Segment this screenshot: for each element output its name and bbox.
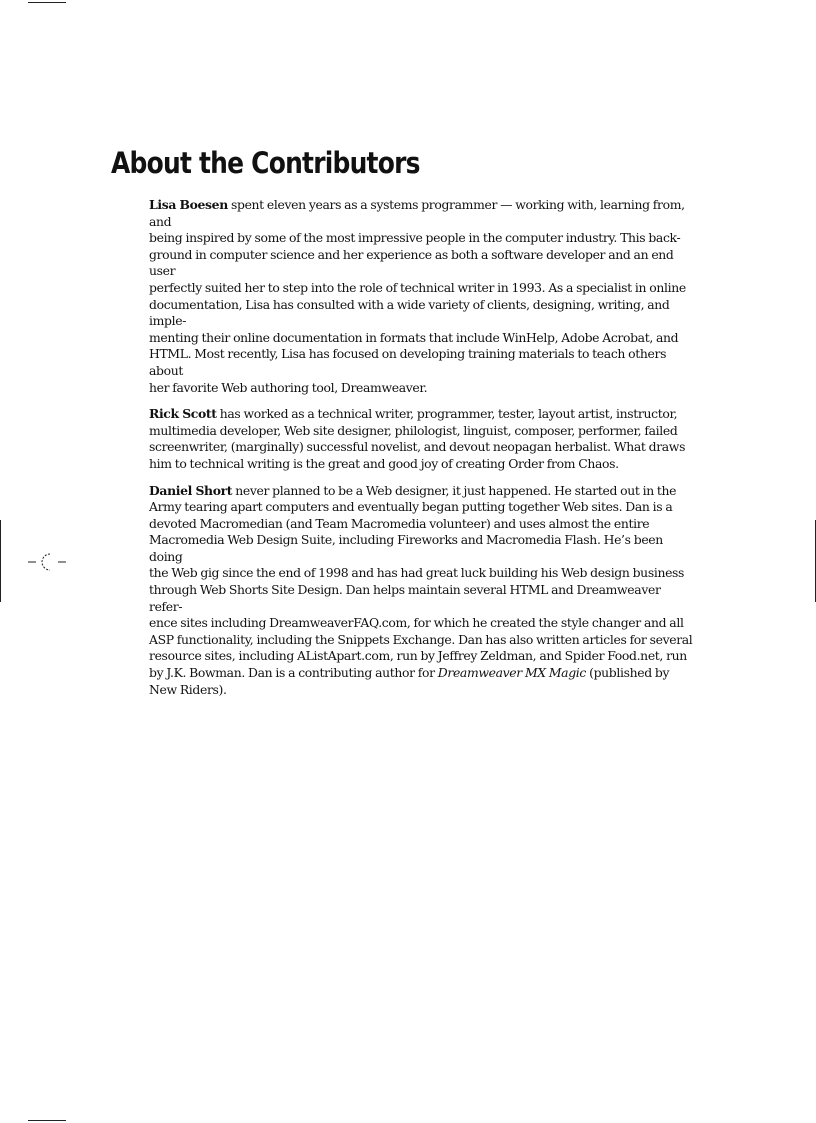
bio-line: ASP functionality, including the Snippets Exchange. Dan has also written articles for several xyxy=(149,631,693,647)
bio-line: multimedia developer, Web site designer, philologist, linguist, composer, performer, failed xyxy=(149,422,678,438)
bio-line: never planned to be a Web designer, it just happened. He started out in the xyxy=(232,482,677,498)
bio-rick-scott xyxy=(149,406,694,472)
bio-line: HTML. Most recently, Lisa has focused on developing training materials to teach others about xyxy=(149,346,667,378)
bio-daniel-short xyxy=(149,483,694,699)
bio-line: spent eleven years as a systems programmer — working with, learning from, and xyxy=(149,197,685,229)
page-title: About the Contributors xyxy=(111,146,420,180)
registration-mark-icon xyxy=(28,550,68,574)
bio-line: ground in computer science and her experience as both a software developer and an end user xyxy=(149,246,674,279)
bio-line: the Web gig since the end of 1998 and has had great luck building his Web design business xyxy=(149,565,685,581)
contributor-name: Lisa Boesen xyxy=(149,197,228,212)
bio-line: (published by xyxy=(586,665,670,681)
bio-line: Army tearing apart computers and eventually began putting together Web sites. Dan is a xyxy=(149,499,673,515)
crop-mark-top xyxy=(28,2,66,3)
bio-line: through Web Shorts Site Design. Dan helps maintain several HTML and Dreamweaver refer- xyxy=(149,582,661,614)
bio-line: menting their online documentation in formats that include WinHelp, Adobe Acrobat, and xyxy=(149,329,679,345)
bio-line: New Riders). xyxy=(149,681,227,697)
bio-line: her favorite Web authoring tool, Dreamweaver. xyxy=(149,379,428,395)
bio-line: Macromedia Web Design Suite, including Fireworks and Macromedia Flash. He’s been doing xyxy=(149,532,663,564)
crop-mark-left xyxy=(0,520,1,602)
bio-lisa-boesen xyxy=(149,197,694,396)
bio-line: him to technical writing is the great and good joy of creating Order from Chaos. xyxy=(149,455,619,471)
bio-line: ence sites including DreamweaverFAQ.com, for which he created the style changer and all xyxy=(149,615,684,631)
bio-line: documentation, Lisa has consulted with a wide variety of clients, designing, writing, and imple- xyxy=(149,296,670,329)
bio-line: resource sites, including AListApart.com, run by Jeffrey Zeldman, and Spider Food.net, run xyxy=(149,648,687,664)
bio-line: devoted Macromedian (and Team Macromedia volunteer) and uses almost the entire xyxy=(149,515,650,531)
bio-line: by J.K. Bowman. Dan is a contributing author for xyxy=(149,665,438,681)
contributors-section xyxy=(149,197,694,708)
bio-line: being inspired by some of the most impressive people in the computer industry. This back- xyxy=(149,230,681,246)
book-title: Dreamweaver MX Magic xyxy=(437,665,586,681)
contributor-name: Rick Scott xyxy=(149,406,217,422)
bio-line: has worked as a technical writer, programmer, tester, layout artist, instructor, xyxy=(216,406,678,422)
bio-line: perfectly suited her to step into the role of technical writer in 1993. As a specialist in online xyxy=(149,279,686,295)
bio-line: screenwriter, (marginally) successful novelist, and devout neopagan herbalist. What draws xyxy=(149,439,686,455)
crop-mark-bottom xyxy=(28,1120,66,1121)
contributor-name: Daniel Short xyxy=(149,482,233,498)
